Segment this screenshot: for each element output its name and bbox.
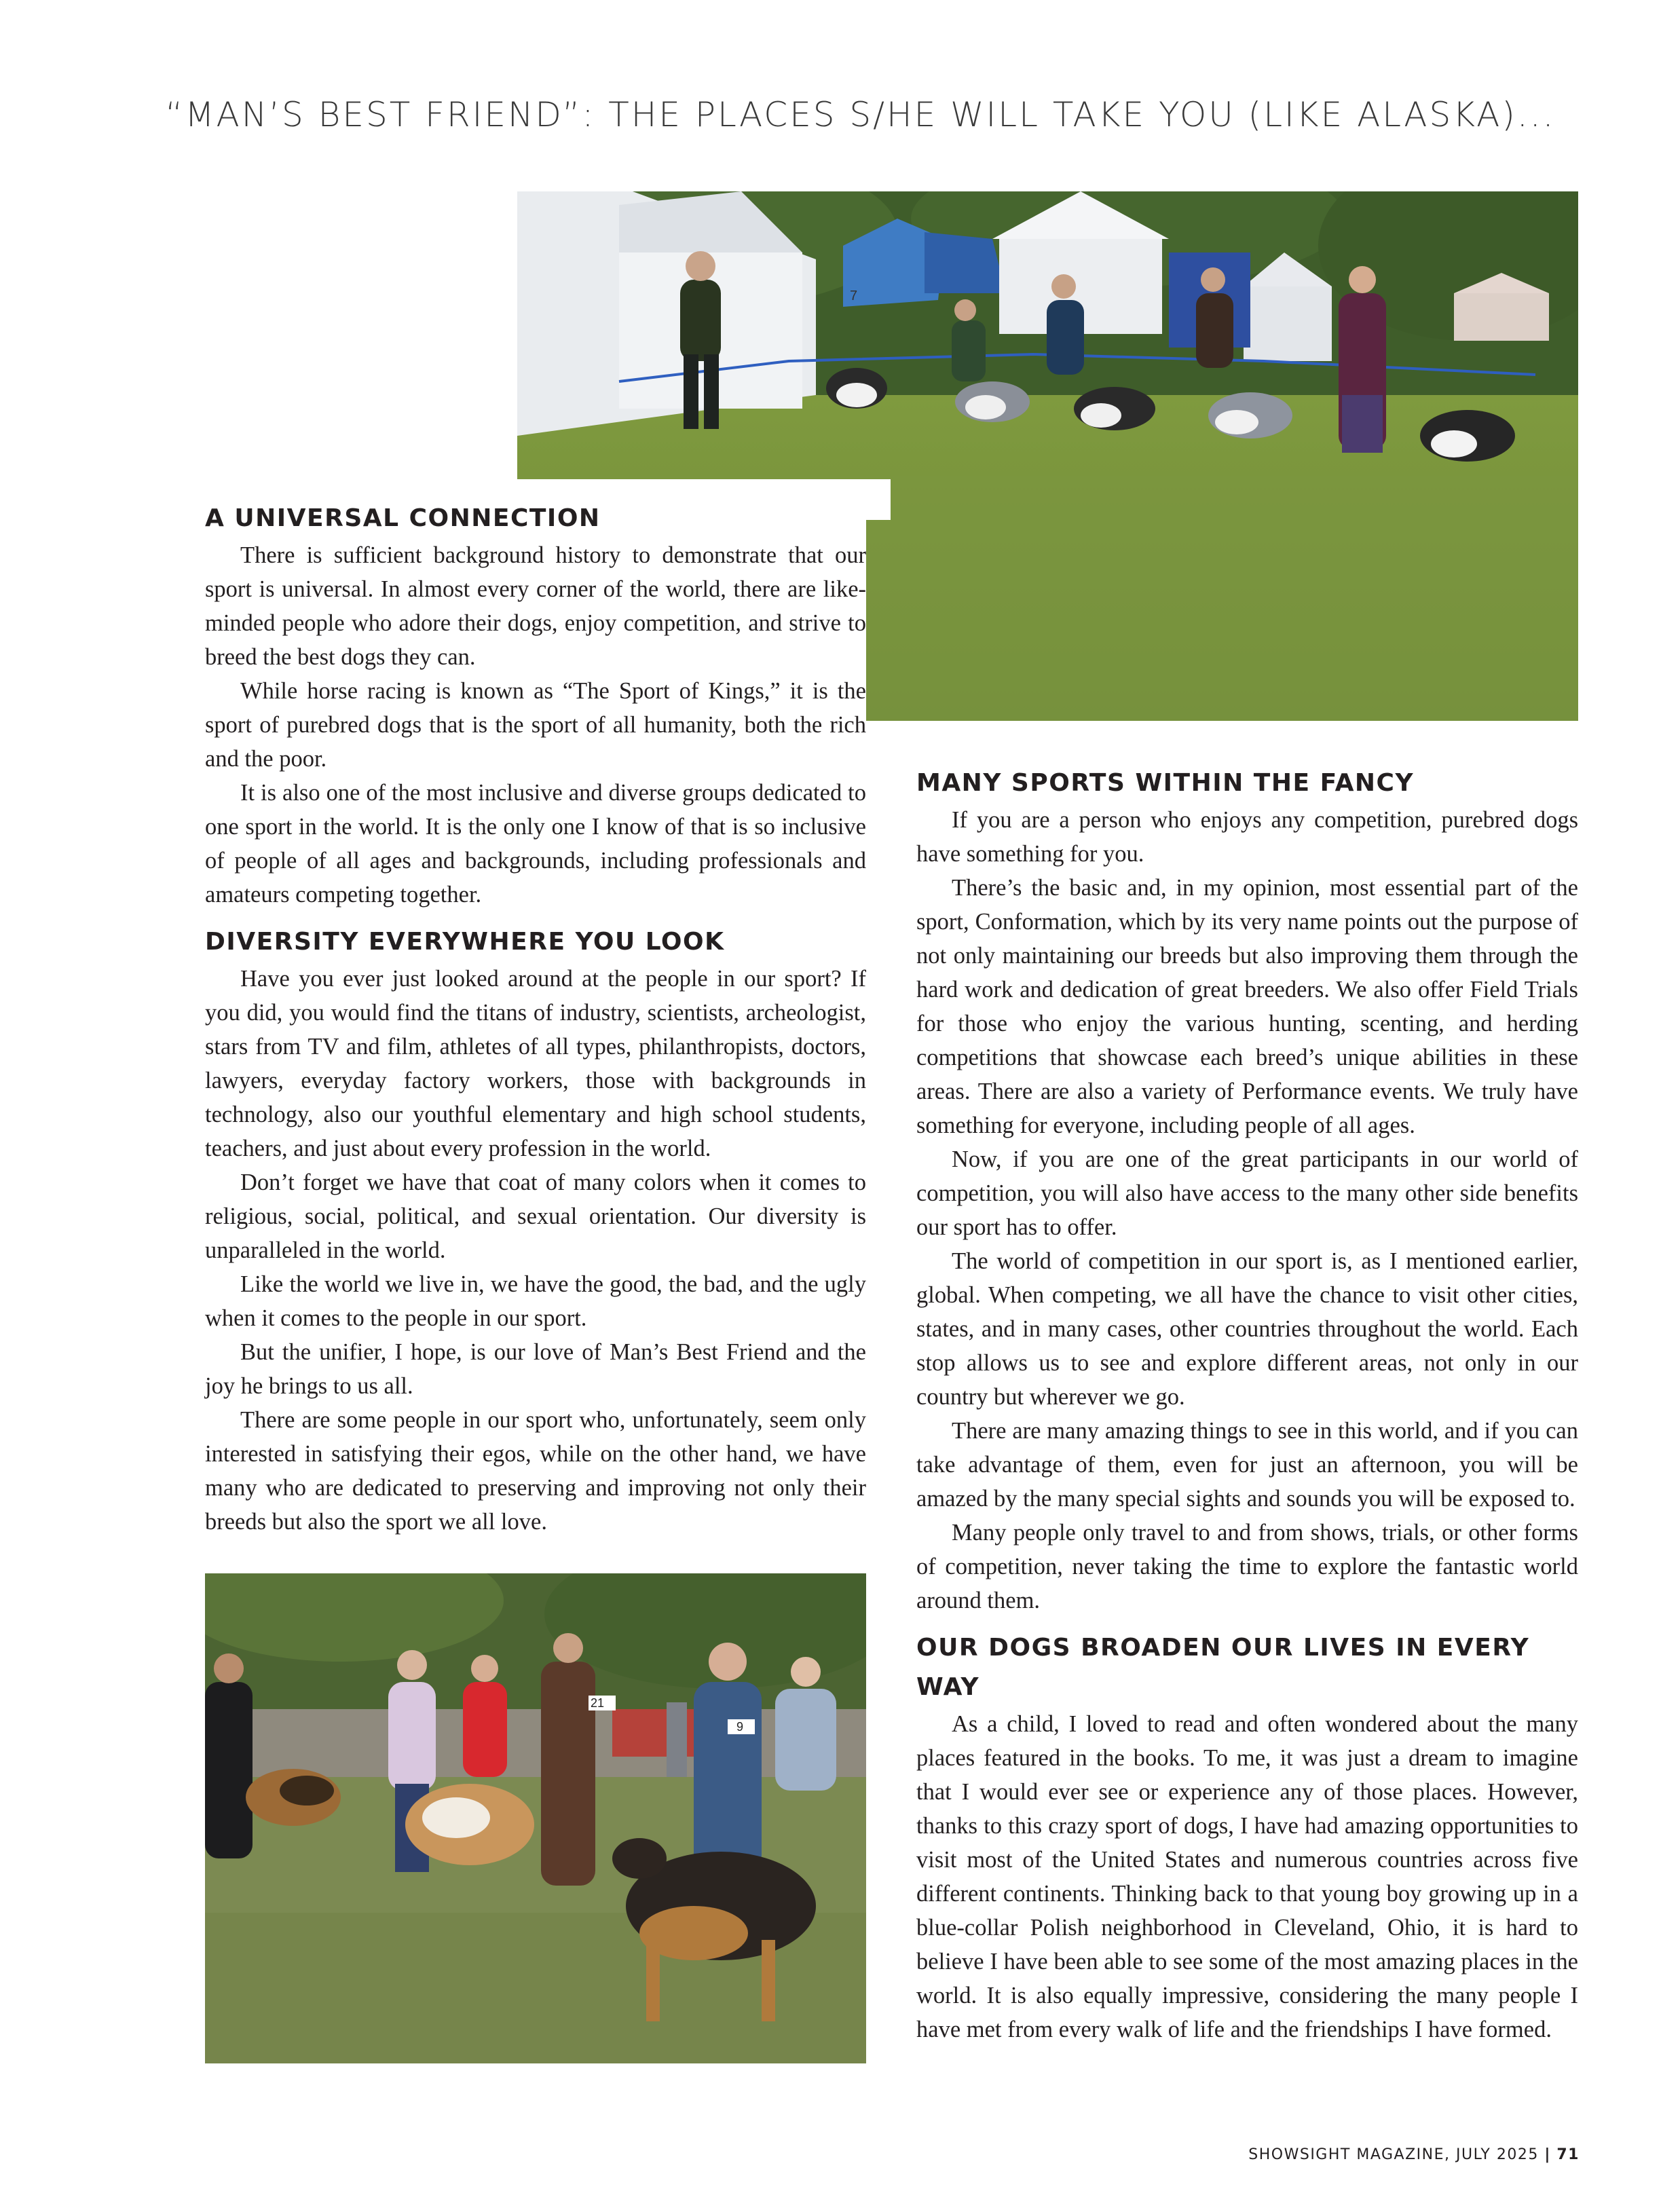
- publication-name: SHOWSIGHT MAGAZINE, JULY 2025: [1248, 2146, 1539, 2163]
- paragraph: There are some people in our sport who, unfortunately, seem only interested in satisfying their egos, while on the other hand, we have many who are dedicated to preserving and improving not only their breeds but also the sport we all love.: [205, 1407, 866, 1535]
- heading-universal-connection: A UNIVERSAL CONNECTION: [205, 504, 601, 532]
- left-column: [205, 499, 866, 1539]
- paragraph: It is also one of the most inclusive and diverse groups dedicated to one sport in the world. It is the only one I know of that is so inclusive of people of all ages and backgrounds, including professionals and amateurs competing together.: [205, 780, 866, 908]
- heading-diversity: DIVERSITY EVERYWHERE YOU LOOK: [205, 928, 725, 956]
- armband-number: 21: [591, 1696, 605, 1710]
- running-header: [0, 95, 1680, 134]
- paragraph: Don’t forget we have that coat of many colors when it comes to religious, social, political, and sexual orientation. Our diversity is unparalleled in the world.: [205, 1170, 866, 1263]
- paragraph: There are many amazing things to see in this world, and if you can take advantage of them, even for just an afternoon, you will be amazed by the many special sights and sounds you will be exposed to.: [916, 1418, 1578, 1512]
- german-shepherd-ring-image: [205, 1573, 866, 2063]
- armband-number: 9: [736, 1720, 744, 1734]
- paragraph: Now, if you are one of the great participants in our world of competition, you will also have access to the many other side benefits our sport has to offer.: [916, 1146, 1578, 1240]
- heading-many-sports: MANY SPORTS WITHIN THE FANCY: [916, 769, 1415, 797]
- right-column: [916, 764, 1578, 2046]
- paragraph: As a child, I loved to read and often wondered about the many places featured in the books. To me, it was just a dream to imagine that I would ever see or experience any of those places. However, thanks to this crazy sport of dogs, I have had amazing opportunities to visit most of the United States and numerous countries across five different continents. Thinking back to that young boy growing up in a blue-collar Polish neighborhood in Cleveland, Ohio, it is hard to believe I have been able to see some of the most amazing places in the world. It is also equally impressive, considering the many people I have met from every walk of life and the friendships I have formed.: [916, 1711, 1578, 2042]
- paragraph: There is sufficient background history to demonstrate that our sport is universal. In almost every corner of the world, there are like-minded people who adore their dogs, enjoy competition, and strive to breed the best dogs they can.: [205, 542, 866, 670]
- footer-separator: |: [1544, 2146, 1551, 2163]
- page-footer: [1248, 2146, 1580, 2163]
- armband-number: 7: [850, 288, 858, 303]
- paragraph: The world of competition in our sport is, as I mentioned earlier, global. When competing, we all have the chance to visit other cities, states, and in many cases, other countries throughout the world. Each stop allows us to see and explore different areas, not only in our country but wherever we go.: [916, 1248, 1578, 1410]
- header-title: “MAN’S BEST FRIEND”: THE PLACES S/HE WILL TAKE YOU (LIKE ALASKA)...: [165, 95, 1556, 134]
- page-number: 71: [1556, 2146, 1580, 2163]
- paragraph: But the unifier, I hope, is our love of Man’s Best Friend and the joy he brings to us all.: [205, 1339, 866, 1399]
- paragraph: While horse racing is known as “The Sport of Kings,” it is the sport of purebred dogs that is the sport of all humanity, both the rich and the poor.: [205, 678, 866, 772]
- paragraph: Like the world we live in, we have the good, the bad, and the ugly when it comes to the people in our sport.: [205, 1271, 866, 1331]
- paragraph: There’s the basic and, in my opinion, most essential part of the sport, Conformation, which by its very name points out the purpose of not only maintaining our breeds but also improving them through the hard work and dedication of great breeders. We also offer Field Trials for those who enjoy the various hunting, scenting, and herding competitions that showcase each breed’s unique abilities in these areas. There are also a variety of Performance events. We truly have something for everyone, including people of all ages.: [916, 875, 1578, 1138]
- german-shepherd-ring-photo: [205, 1573, 866, 2063]
- paragraph: Have you ever just looked around at the people in our sport? If you did, you would find the titans of industry, scientists, archeologist, stars from TV and film, athletes of all types, philanthropists, doctors, lawyers, everyday factory workers, those with backgrounds in technology, also our youthful elementary and high school students, teachers, and just about every profession in the world.: [205, 966, 866, 1161]
- paragraph: If you are a person who enjoys any competition, purebred dogs have something for you.: [916, 807, 1578, 867]
- heading-broaden-lives: OUR DOGS BROADEN OUR LIVES IN EVERY WAY: [916, 1634, 1530, 1701]
- paragraph: Many people only travel to and from shows, trials, or other forms of competition, never taking the time to explore the fantastic world around them.: [916, 1520, 1578, 1613]
